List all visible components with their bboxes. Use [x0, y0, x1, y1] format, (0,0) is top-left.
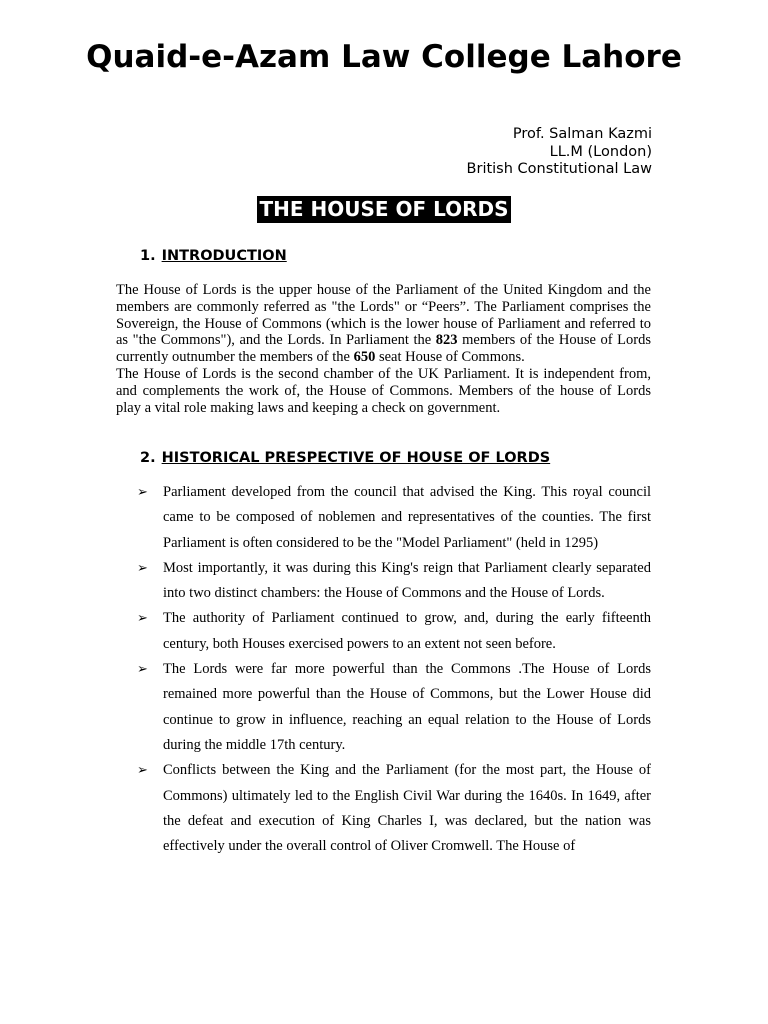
author-name: Prof. Salman Kazmi	[512, 126, 652, 142]
list-item	[137, 480, 651, 556]
intro-text-part: seat House of Commons.	[375, 349, 525, 366]
section-title: INTRODUCTION	[161, 248, 287, 264]
intro-paragraph-2: The House of Lords is the second chamber of the UK Parliament. It is independent from, and complements the work of, the House of Commons. Members of the house of Lords play a vital role making laws and keeping a check on government.	[116, 365, 651, 416]
arrow-bullet-icon: ➢	[137, 662, 148, 678]
list-item-text: The authority of Parliament continued to grow, and, during the early fifteenth century, both Houses exercised powers to an extent not seen before.	[163, 610, 651, 652]
list-item-text: Most importantly, it was during this King's reign that Parliament clearly separated into two distinct chambers: the House of Commons and the House of Lords.	[163, 559, 651, 602]
intro-text-part: members of the House of Lords currently outnumber the members of the	[116, 332, 652, 366]
arrow-bullet-icon: ➢	[137, 485, 148, 500]
section-number: 2.	[140, 450, 156, 466]
section-number: 1.	[140, 248, 156, 264]
college-title: Quaid-e-Azam Law College Lahore	[86, 39, 682, 75]
arrow-bullet-icon: ➢	[137, 763, 148, 779]
introduction-text	[116, 282, 651, 416]
author-block	[467, 126, 652, 179]
list-item-text: The Lords were far more powerful than the Commons .The House of Lords remained more powerful than the House of Commons, but the Lower House did continue to grow in influence, reaching an equal relation to the House of Lords during the middle 17th century.	[163, 661, 651, 753]
list-item-text: Parliament developed from the council that advised the King. This royal council came to be composed of noblemen and representatives of the counties. The first Parliament is often considered to be the "Model Parliament" (held in 1295)	[163, 484, 651, 551]
list-item	[137, 556, 651, 607]
list-item-text: Conflicts between the King and the Parliament (for the most part, the House of Commons) ultimately led to the English Civil War during the 1640s. In 1649, after the defeat and execution of King Charles I, was declared, but the nation was effectively under the overall control of Oliver Cromwell. The House of	[163, 762, 651, 855]
commons-count: 650	[353, 349, 376, 366]
intro-paragraph-1	[116, 282, 651, 366]
intro-text-part: The House of Lords is the upper house of the Parliament of the United Kingdom and the members are commonly referred as "the Lords" or “Peers”. The Parliament comprises the Sovereign, the House of Commons (which is the lower house of Parliament and referred to as "the Commons"), and the Lords. In Parliament the	[116, 282, 651, 349]
course-name: British Constitutional Law	[466, 161, 652, 177]
section-heading-introduction	[140, 247, 287, 265]
historical-bullet-list	[137, 480, 651, 859]
main-heading-wrap	[0, 196, 768, 223]
arrow-bullet-icon: ➢	[137, 611, 148, 627]
author-degree: LL.M (London)	[549, 143, 652, 160]
list-item	[137, 758, 651, 859]
arrow-bullet-icon: ➢	[137, 560, 148, 576]
list-item	[137, 606, 651, 657]
section-heading-historical	[140, 449, 550, 467]
main-heading: THE HOUSE OF LORDS	[259, 197, 509, 221]
lords-count: 823	[435, 332, 458, 349]
section-title: HISTORICAL PRESPECTIVE OF HOUSE OF LORDS	[161, 450, 551, 466]
list-item	[137, 657, 651, 758]
